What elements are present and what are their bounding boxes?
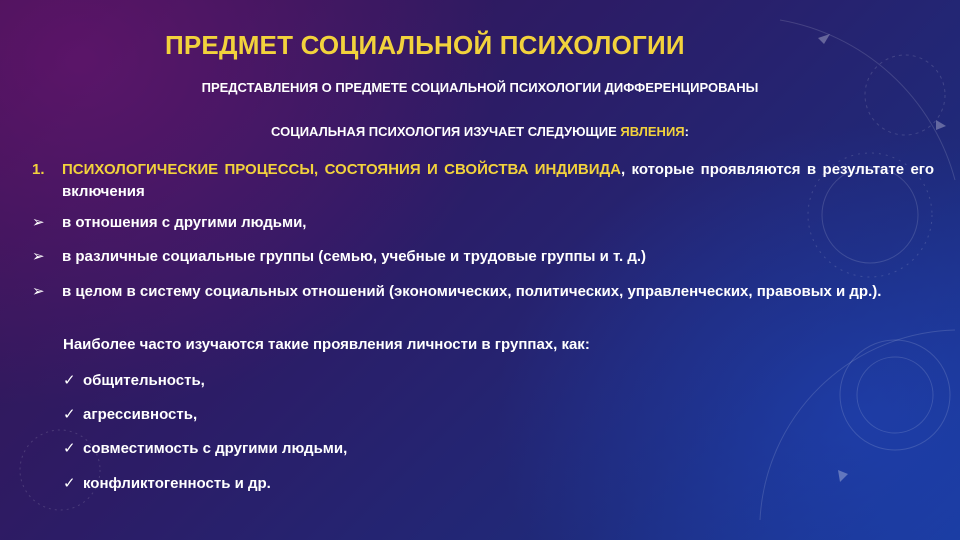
arrow-bullet-icon: ➢ bbox=[32, 283, 45, 300]
check-item-2 bbox=[63, 405, 197, 423]
slide-subtitle: ПРЕДСТАВЛЕНИЯ О ПРЕДМЕТЕ СОЦИАЛЬНОЙ ПСИХОЛОГИИ ДИФФЕРЕНЦИРОВАНЫ bbox=[201, 80, 759, 95]
arrow-item-3 bbox=[32, 281, 934, 303]
arrow-item-1 bbox=[32, 212, 934, 234]
arrow-item-text: в отношения с другими людьми, bbox=[62, 214, 307, 231]
item-1-rest: , которые проявляются в результате его включения bbox=[62, 161, 934, 200]
checkmark-icon: ✓ bbox=[63, 372, 76, 389]
sub-intro-text: Наиболее часто изучаются такие проявления личности в группах, как: bbox=[63, 336, 590, 353]
lead-text: СОЦИАЛЬНАЯ ПСИХОЛОГИЯ ИЗУЧАЕТ СЛЕДУЮЩИЕ bbox=[271, 124, 621, 139]
check-item-text: совместимость с другими людьми, bbox=[83, 440, 348, 457]
check-item-text: общительность, bbox=[83, 372, 205, 389]
check-item-4 bbox=[63, 474, 271, 492]
check-item-1 bbox=[63, 371, 205, 389]
arrow-item-text: в целом в систему социальных отношений (экономических, политических, управленческих, правовых и др.). bbox=[62, 283, 882, 300]
list-item-1 bbox=[32, 159, 934, 203]
arrow-item-2 bbox=[32, 246, 934, 268]
list-number: 1. bbox=[32, 161, 45, 178]
arrow-bullet-icon: ➢ bbox=[32, 214, 45, 231]
check-item-3 bbox=[63, 439, 347, 457]
item-1-highlight: ПСИХОЛОГИЧЕСКИЕ ПРОЦЕССЫ, СОСТОЯНИЯ И СВОЙСТВА ИНДИВИДА bbox=[62, 161, 621, 178]
lead-colon: : bbox=[684, 124, 689, 139]
arrow-item-text: в различные социальные группы (семью, учебные и трудовые группы и т. д.) bbox=[62, 248, 647, 265]
lead-highlight: ЯВЛЕНИЯ bbox=[620, 124, 685, 139]
checkmark-icon: ✓ bbox=[63, 406, 76, 423]
checkmark-icon: ✓ bbox=[63, 440, 76, 457]
check-item-text: агрессивность, bbox=[83, 406, 198, 423]
page-title: ПРЕДМЕТ СОЦИАЛЬНОЙ ПСИХОЛОГИИ bbox=[165, 30, 685, 60]
lead-line bbox=[0, 124, 960, 139]
checkmark-icon: ✓ bbox=[63, 475, 76, 492]
arrow-bullet-icon: ➢ bbox=[32, 248, 45, 265]
check-item-text: конфликтогенность и др. bbox=[83, 475, 271, 492]
